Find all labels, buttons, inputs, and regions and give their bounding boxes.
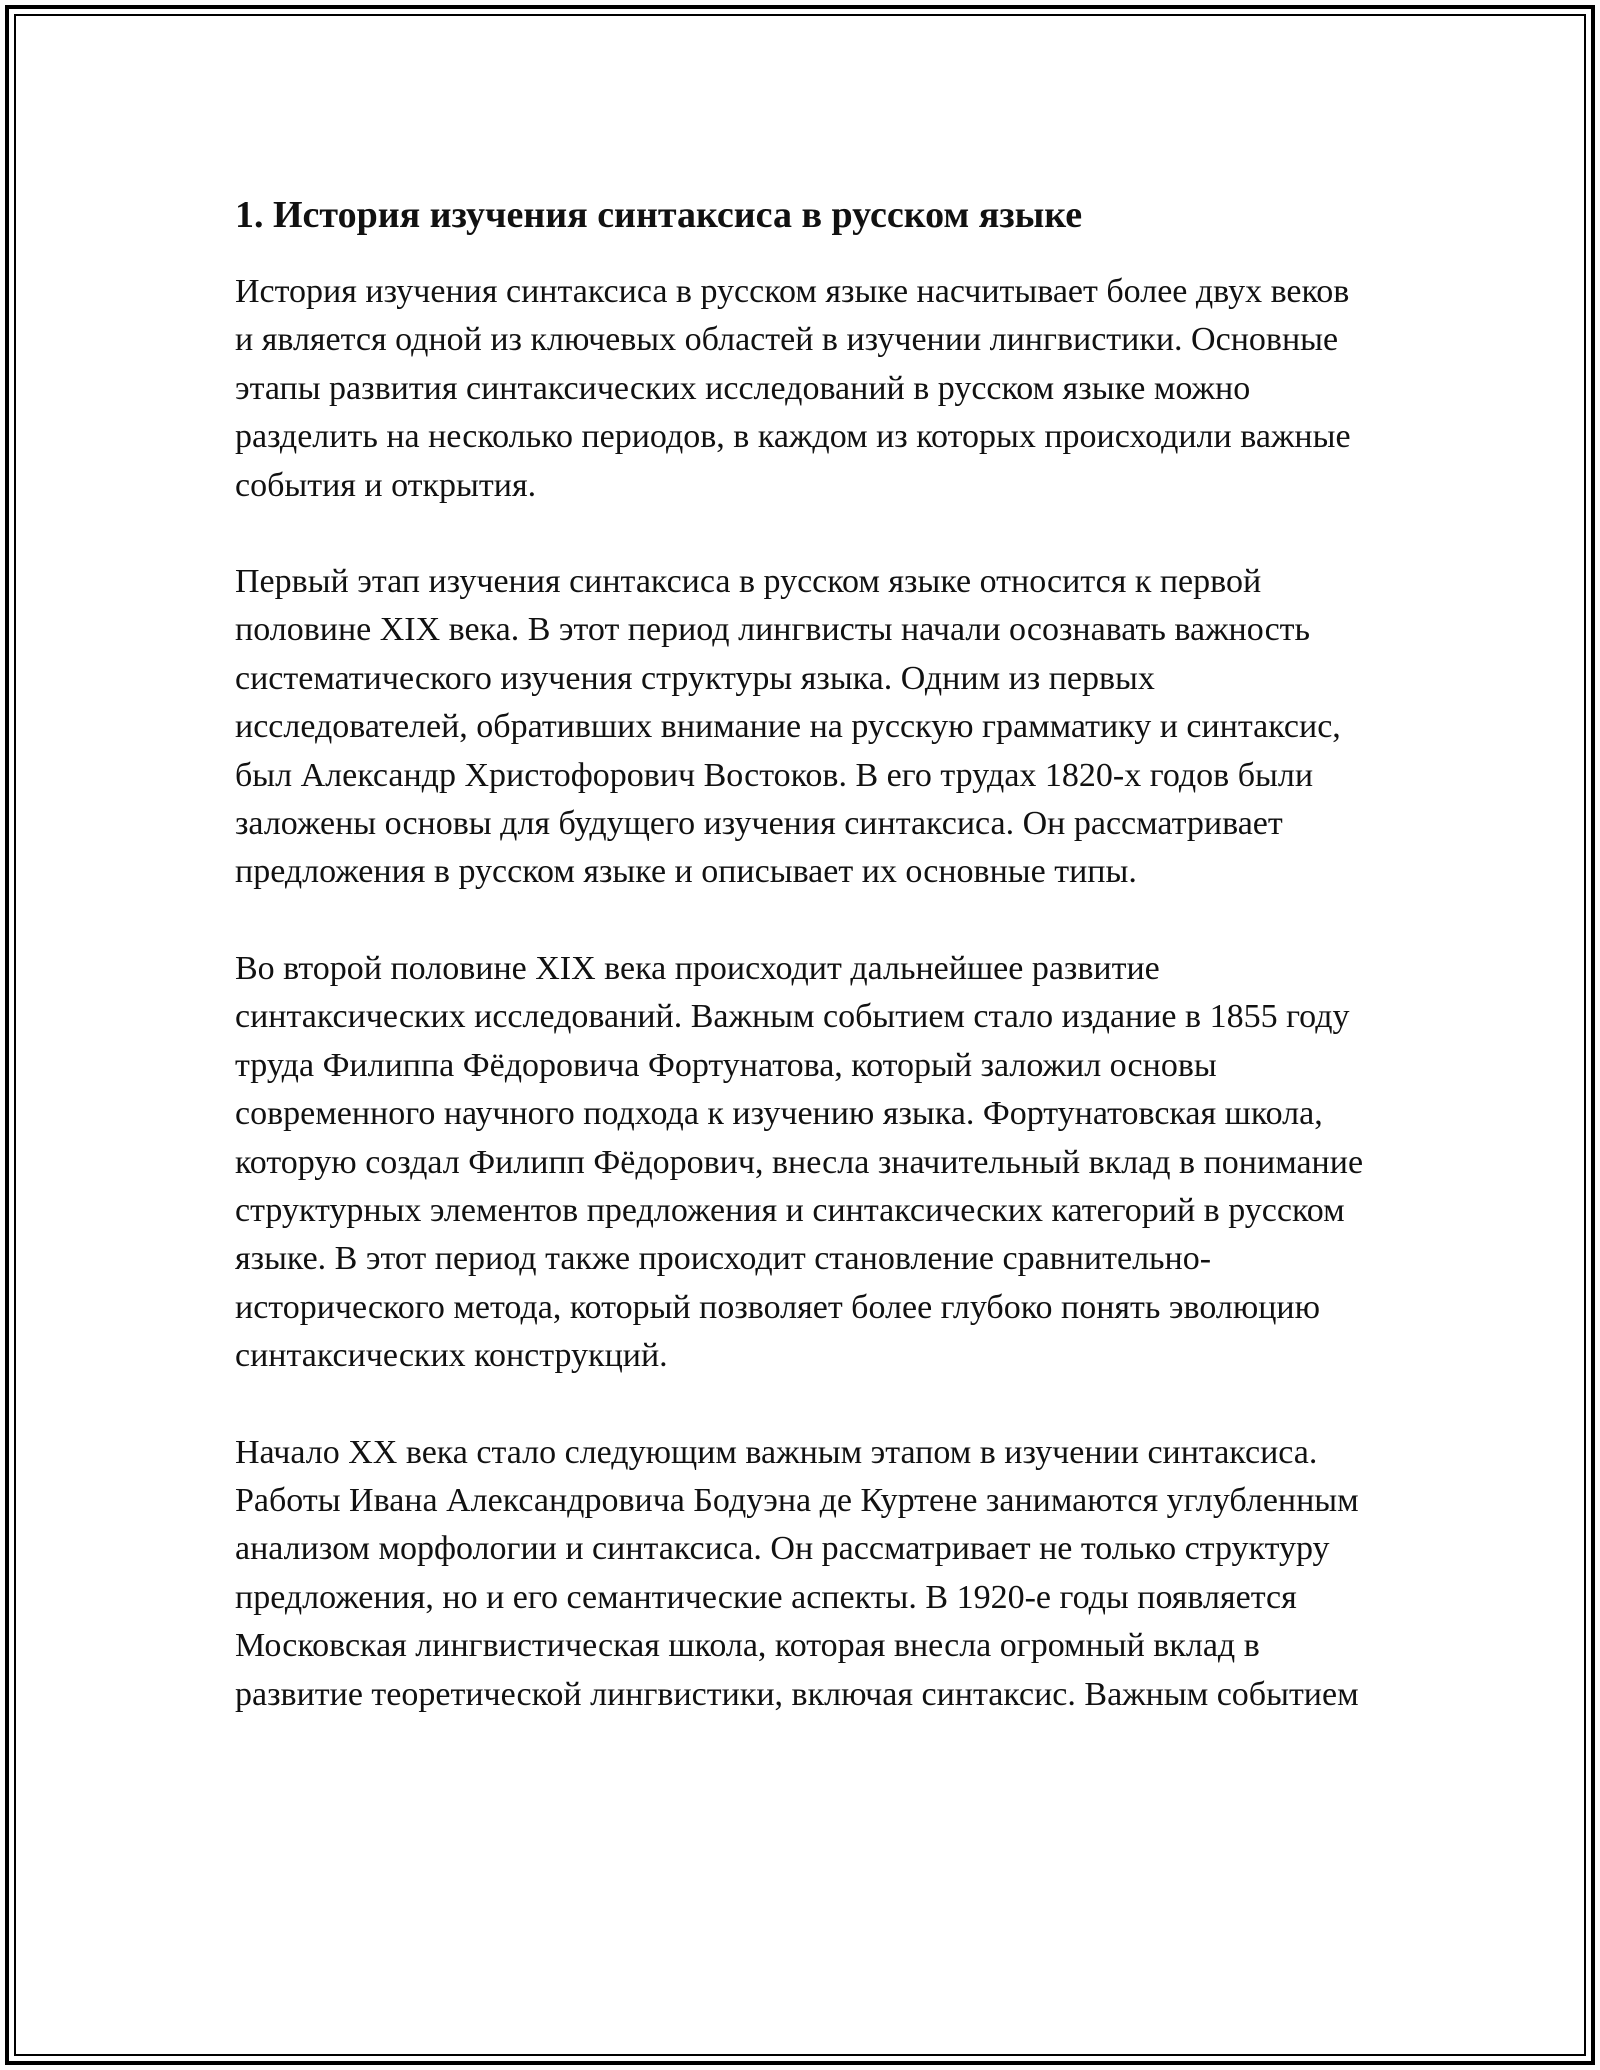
paragraph-4: Начало XX века стало следующим важным этапом в изучении синтаксиса. Работы Ивана Александровича Бодуэна де Куртене занимаются углубленным анализом морфологии и синтаксиса. Он рассматривает не только структуру предложения, но и его семантические аспекты. В 1920-е годы появляется Московская лингвистическая школа, которая внесла огромный вклад в развитие теоретической лингвистики, включая синтаксис. Важным событием <box>235 1433 1359 1713</box>
section-heading: 1. История изучения синтаксиса в русском языке <box>235 194 1083 236</box>
paragraph-2: Первый этап изучения синтаксиса в русском языке относится к первой половине XIX века. В этот период лингвисты начали осознавать важность систематического изучения структуры языка. Одним из первых исследователей, обративших внимание на русскую грамматику и синтаксис, был Александр Христофорович Востоков. В его трудах 1820-х годов были заложены основы для будущего изучения синтаксиса. Он рассматривает предложения в русском языке и описывает их основные типы. <box>235 563 1341 891</box>
paragraph-3: Во второй половине XIX века происходит дальнейшее развитие синтаксических исследований. Важным событием стало издание в 1855 году труда Филиппа Фёдоровича Фортунатова, который заложил основы современного научного подхода к изучению языка. Фортунатовская школа, которую создал Филипп Фёдорович, внесла значительный вклад в понимание структурных элементов предложения и синтаксических категорий в русском языке. В этот период также происходит становление сравнительно-исторического метода, который позволяет более глубоко понять эволюцию синтаксических конструкций. <box>235 949 1364 1375</box>
document-body <box>235 188 1370 1719</box>
paragraph-1: История изучения синтаксиса в русском языке насчитывает более двух веков и является одной из ключевых областей в изучении лингвистики. Основные этапы развития синтаксических исследований в русском языке можно разделить на несколько периодов, в каждом из которых происходили важные события и открытия. <box>235 273 1351 504</box>
